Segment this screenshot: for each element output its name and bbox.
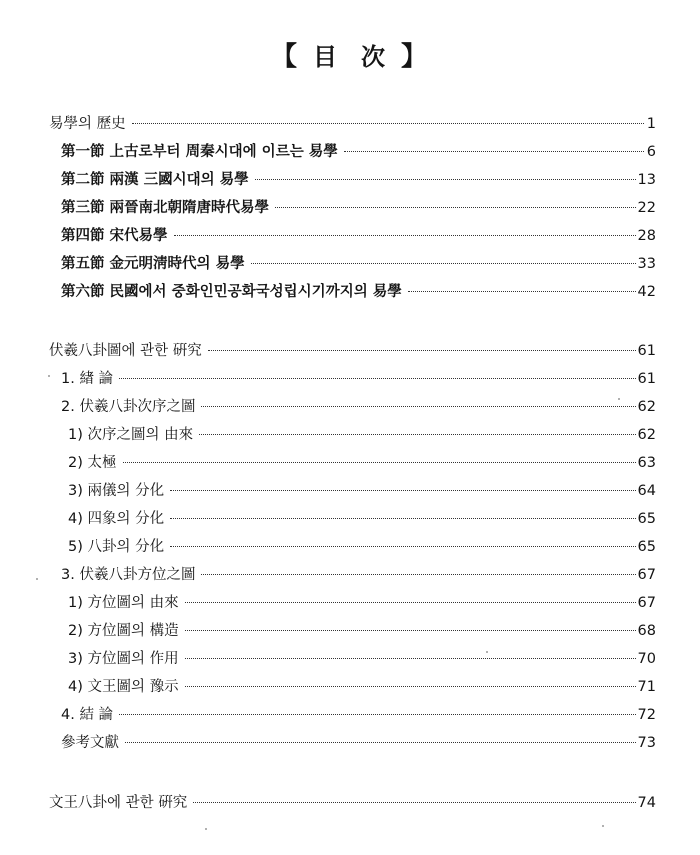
title-text-1: 目 [313, 43, 339, 71]
toc-entry-page: 65 [637, 539, 656, 555]
toc-entry-page: 13 [637, 172, 656, 188]
toc-entry[interactable] [61, 370, 656, 388]
scan-speck [205, 828, 207, 830]
toc-entry-label: 1. 緖 論 [61, 371, 114, 387]
toc-entry-page: 28 [637, 228, 656, 244]
toc-entry[interactable] [68, 594, 656, 612]
scan-speck [486, 651, 488, 653]
toc-entry-page: 70 [637, 651, 656, 667]
toc-entry-page: 74 [637, 795, 656, 811]
dot-leader [185, 602, 636, 603]
toc-entry-page: 61 [637, 371, 656, 387]
toc-entry-label: 1) 次序之圖의 由來 [68, 427, 194, 443]
dot-leader [185, 630, 636, 631]
dot-leader [408, 291, 636, 292]
dot-leader [185, 686, 636, 687]
dot-leader [170, 490, 635, 491]
toc-entry-page: 64 [637, 483, 656, 499]
dot-leader [125, 742, 636, 743]
toc-entry[interactable] [61, 398, 656, 416]
toc-entry[interactable] [61, 566, 656, 584]
toc-entry-label: 3. 伏羲八卦方位之圖 [61, 567, 196, 583]
dot-leader [201, 406, 635, 407]
toc-entry-label: 3) 方位圖의 作用 [68, 651, 179, 667]
toc-entry[interactable] [61, 171, 656, 189]
toc-entry[interactable] [68, 510, 656, 528]
toc-entry-label: 3) 兩儀의 分化 [68, 483, 165, 499]
toc-entry-page: 1 [646, 116, 656, 132]
scan-speck [618, 398, 620, 400]
toc-entry-page: 73 [637, 735, 656, 751]
toc-entry-page: 33 [637, 256, 656, 272]
toc-entry[interactable] [68, 678, 656, 696]
toc-entry[interactable] [61, 227, 656, 245]
title-text-2: 次 [361, 43, 387, 71]
toc-entry[interactable] [49, 794, 656, 812]
toc-entry-label: 2) 太極 [68, 455, 117, 471]
dot-leader [174, 235, 636, 236]
page-title [0, 36, 700, 73]
dot-leader [185, 658, 636, 659]
dot-leader [275, 207, 636, 208]
toc-entry[interactable] [49, 342, 656, 360]
title-close-bracket: 】 [401, 42, 430, 72]
toc-entry-label: 第五節 金元明淸時代의 易學 [61, 256, 245, 272]
toc-entry-label: 4) 四象의 分化 [68, 511, 165, 527]
toc-entry[interactable] [68, 454, 656, 472]
toc-entry-label: 4. 結 論 [61, 707, 114, 723]
toc-entry-label: 第六節 民國에서 중화인민공화국성립시기까지의 易學 [61, 284, 402, 300]
toc-entry[interactable] [61, 706, 656, 724]
toc-entry-page: 22 [637, 200, 656, 216]
toc-entry-page: 61 [637, 343, 656, 359]
toc-entry-label: 第三節 兩晉南北朝隋唐時代易學 [61, 200, 270, 216]
toc-entry[interactable] [68, 482, 656, 500]
toc-entry-label: 第二節 兩漢 三國시대의 易學 [61, 172, 249, 188]
toc-entry-label: 4) 文王圖의 豫示 [68, 679, 179, 695]
toc-entry-label: 5) 八卦의 分化 [68, 539, 165, 555]
toc-entry[interactable] [61, 199, 656, 217]
toc-entry[interactable] [61, 283, 656, 301]
toc-entry-label: 易學의 歷史 [49, 116, 126, 132]
title-open-bracket: 【 [270, 42, 299, 72]
toc-entry[interactable] [68, 650, 656, 668]
toc-entry[interactable] [68, 538, 656, 556]
dot-leader [344, 151, 644, 152]
toc-entry[interactable] [61, 143, 656, 161]
toc-entry-page: 42 [637, 284, 656, 300]
toc-entry-label: 第四節 宋代易學 [61, 228, 168, 244]
scan-speck [602, 825, 604, 827]
toc-entry[interactable] [61, 255, 656, 273]
toc-entry-page: 71 [637, 679, 656, 695]
toc-entry-label: 文王八卦에 관한 硏究 [49, 795, 188, 811]
dot-leader [201, 574, 635, 575]
toc-entry-page: 67 [637, 567, 656, 583]
dot-leader [123, 462, 636, 463]
toc-entry[interactable] [49, 115, 656, 133]
toc-entry[interactable] [68, 426, 656, 444]
scan-speck [48, 375, 50, 377]
toc-entry-page: 72 [637, 707, 656, 723]
toc-entry-page: 63 [637, 455, 656, 471]
toc-entry-page: 6 [646, 144, 656, 160]
dot-leader [132, 123, 644, 124]
scan-speck [36, 578, 38, 580]
toc-entry-label: 2) 方位圖의 構造 [68, 623, 179, 639]
toc-entry-page: 62 [637, 399, 656, 415]
toc-entry-label: 伏羲八卦圖에 관한 硏究 [49, 343, 202, 359]
dot-leader [255, 179, 636, 180]
dot-leader [170, 546, 635, 547]
toc-entry-page: 62 [637, 427, 656, 443]
toc-entry[interactable] [68, 622, 656, 640]
toc-entry-page: 65 [637, 511, 656, 527]
dot-leader [170, 518, 635, 519]
toc-entry-label: 1) 方位圖의 由來 [68, 595, 179, 611]
toc-entry-label: 參考文獻 [61, 735, 119, 751]
dot-leader [208, 350, 636, 351]
dot-leader [251, 263, 636, 264]
toc-entry-label: 第一節 上古로부터 周秦시대에 이르는 易學 [61, 144, 338, 160]
toc-entry-label: 2. 伏羲八卦次序之圖 [61, 399, 196, 415]
toc-entry-page: 67 [637, 595, 656, 611]
dot-leader [119, 714, 635, 715]
toc-entry-page: 68 [637, 623, 656, 639]
dot-leader [119, 378, 635, 379]
toc-entry[interactable] [61, 734, 656, 752]
dot-leader [193, 802, 635, 803]
dot-leader [199, 434, 635, 435]
